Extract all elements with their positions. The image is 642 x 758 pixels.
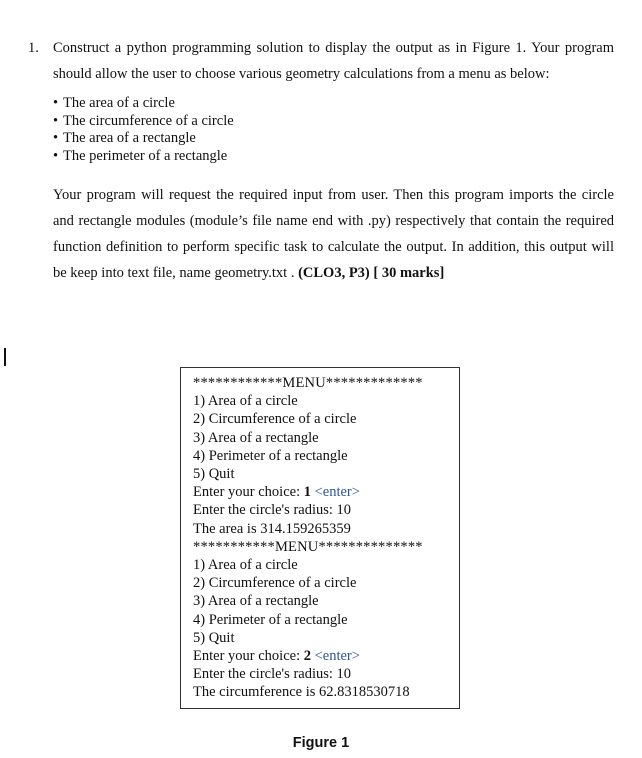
result-line: The area is 314.159265359 (193, 520, 351, 537)
enter-key-tag: <enter> (314, 484, 360, 501)
choice-prompt-line (193, 483, 459, 501)
choice-prompt: Enter your choice: (193, 648, 304, 665)
choice-value: 2 (303, 648, 311, 665)
list-item (53, 130, 614, 148)
options-list (53, 95, 614, 165)
choice-prompt: Enter your choice: (193, 484, 304, 501)
choice-value: 1 (303, 484, 311, 501)
text-cursor-icon (4, 348, 6, 366)
option-label: The area of a circle (63, 95, 175, 111)
question-row (28, 36, 614, 286)
figure-caption: Figure 1 (292, 735, 350, 751)
bullet-icon: • (53, 112, 59, 129)
menu-item: 2) Circumference of a circle (193, 411, 357, 428)
option-label: The perimeter of a rectangle (63, 147, 228, 164)
bullet-icon: • (53, 130, 59, 146)
marks-label: (CLO3, P3) [ 30 marks] (298, 265, 445, 281)
enter-key-tag: <enter> (314, 648, 360, 665)
menu-item: 3) Area of a rectangle (193, 429, 319, 446)
question-details (53, 182, 614, 286)
question-number: 1. (28, 40, 39, 56)
result-line: The circumference is 62.8318530718 (193, 684, 410, 701)
console-output-box (180, 367, 460, 709)
option-label: The circumference of a circle (63, 112, 234, 129)
menu-item: 4) Perimeter of a rectangle (193, 611, 348, 628)
menu-header: ***********MENU************** (193, 538, 423, 555)
bullet-icon: • (53, 95, 59, 111)
menu-item: 1) Area of a circle (193, 393, 298, 410)
option-label: The area of a rectangle (63, 130, 196, 146)
menu-item: 5) Quit (193, 466, 235, 483)
menu-item: 1) Area of a circle (193, 557, 298, 574)
details-text: Your program will request the required input from user. Then this program imports the circle and rectangle modules (module’s file name end with .py) respectively that contain the required function definition to perform specific task to calculate the output. In addition, this output will be keep into text file, name geometry.txt . (53, 187, 614, 281)
list-item (53, 95, 614, 113)
list-item (53, 148, 614, 166)
menu-header: ************MENU************* (193, 375, 423, 391)
list-item (53, 113, 614, 131)
question-intro: Construct a python programming solution to display the output as in Figure 1. Your program should allow the user to choose various geometry calculations from a menu as below: (53, 40, 614, 82)
bullet-icon: • (53, 147, 59, 164)
question-block (28, 36, 614, 286)
radius-input-line: Enter the circle's radius: 10 (193, 666, 352, 683)
menu-item: 3) Area of a rectangle (193, 593, 319, 610)
menu-item: 4) Perimeter of a rectangle (193, 447, 348, 464)
radius-input-line: Enter the circle's radius: 10 (193, 502, 352, 519)
choice-prompt-line (193, 647, 459, 665)
menu-item: 2) Circumference of a circle (193, 575, 357, 592)
question-body (53, 36, 614, 286)
menu-item: 5) Quit (193, 629, 235, 646)
